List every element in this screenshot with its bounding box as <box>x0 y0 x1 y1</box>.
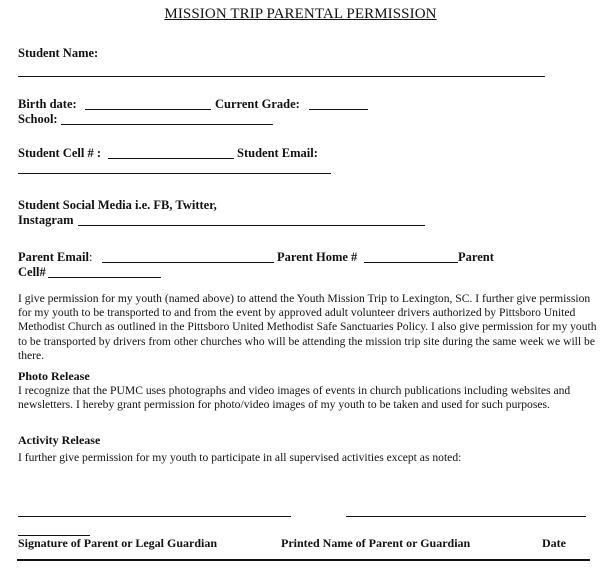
social-media-field[interactable] <box>78 225 425 226</box>
social-media-label: Student Social Media i.e. FB, Twitter, <box>18 198 217 212</box>
instagram-label: Instagram <box>18 213 74 227</box>
permission-paragraph: I give permission for my youth (named above) to attend the Youth Mission Trip to Lexington, SC. I further give permission for my youth to be transported to and from the event by approved adult volunteer drivers authorized by Pittsboro United Methodist Church as outlined in the Pittsboro United Methodist Safe Sanctuaries Policy. I also give permission for my youth to be transported by drivers from other churches who will be attending the mission trip site during the same week we will be there. <box>18 292 597 362</box>
parent-email-colon: : <box>88 250 93 264</box>
current-grade-field[interactable] <box>309 109 368 110</box>
parent-home-field[interactable] <box>364 262 458 263</box>
birth-date-field[interactable] <box>85 109 211 110</box>
photo-release-paragraph: I recognize that the PUMC uses photographs and video images of events in church publications including websites and newsletters. I hereby grant permission for photo/video images of my youth to be taken and used for such purposes. <box>18 384 571 412</box>
signature-field[interactable] <box>18 516 291 517</box>
parent-email-field[interactable] <box>102 262 274 263</box>
parent-cell-field[interactable] <box>48 277 161 278</box>
parent-cell-label-b: Cell# <box>18 265 46 279</box>
activity-release-heading: Activity Release <box>18 433 101 447</box>
activity-release-paragraph: I further give permission for my youth to participate in all supervised activities except as noted: <box>18 451 462 464</box>
student-email-field[interactable] <box>18 173 331 174</box>
student-name-field[interactable] <box>18 76 545 77</box>
date-label: Date <box>542 536 566 550</box>
current-grade-label: Current Grade: <box>215 97 300 111</box>
page-title: MISSION TRIP PARENTAL PERMISSION <box>164 6 437 22</box>
birth-date-label: Birth date: <box>18 97 77 111</box>
printed-name-date-field[interactable] <box>346 516 586 517</box>
parent-email-text: Parent Email <box>18 250 89 264</box>
student-cell-field[interactable] <box>108 158 234 159</box>
school-label: School: <box>18 112 58 126</box>
signature-label: Signature of Parent or Legal Guardian <box>18 536 218 550</box>
school-field[interactable] <box>61 124 273 125</box>
photo-release-heading: Photo Release <box>18 369 90 383</box>
parent-home-label: Parent Home # <box>277 250 358 264</box>
printed-name-label: Printed Name of Parent or Guardian <box>281 536 471 550</box>
parent-cell-label-a: Parent <box>458 250 494 264</box>
bottom-rule <box>17 559 590 561</box>
student-email-label: Student Email: <box>237 146 318 160</box>
student-name-label: Student Name: <box>18 46 99 60</box>
parent-email-label <box>18 250 92 265</box>
student-cell-label: Student Cell # : <box>18 146 101 160</box>
